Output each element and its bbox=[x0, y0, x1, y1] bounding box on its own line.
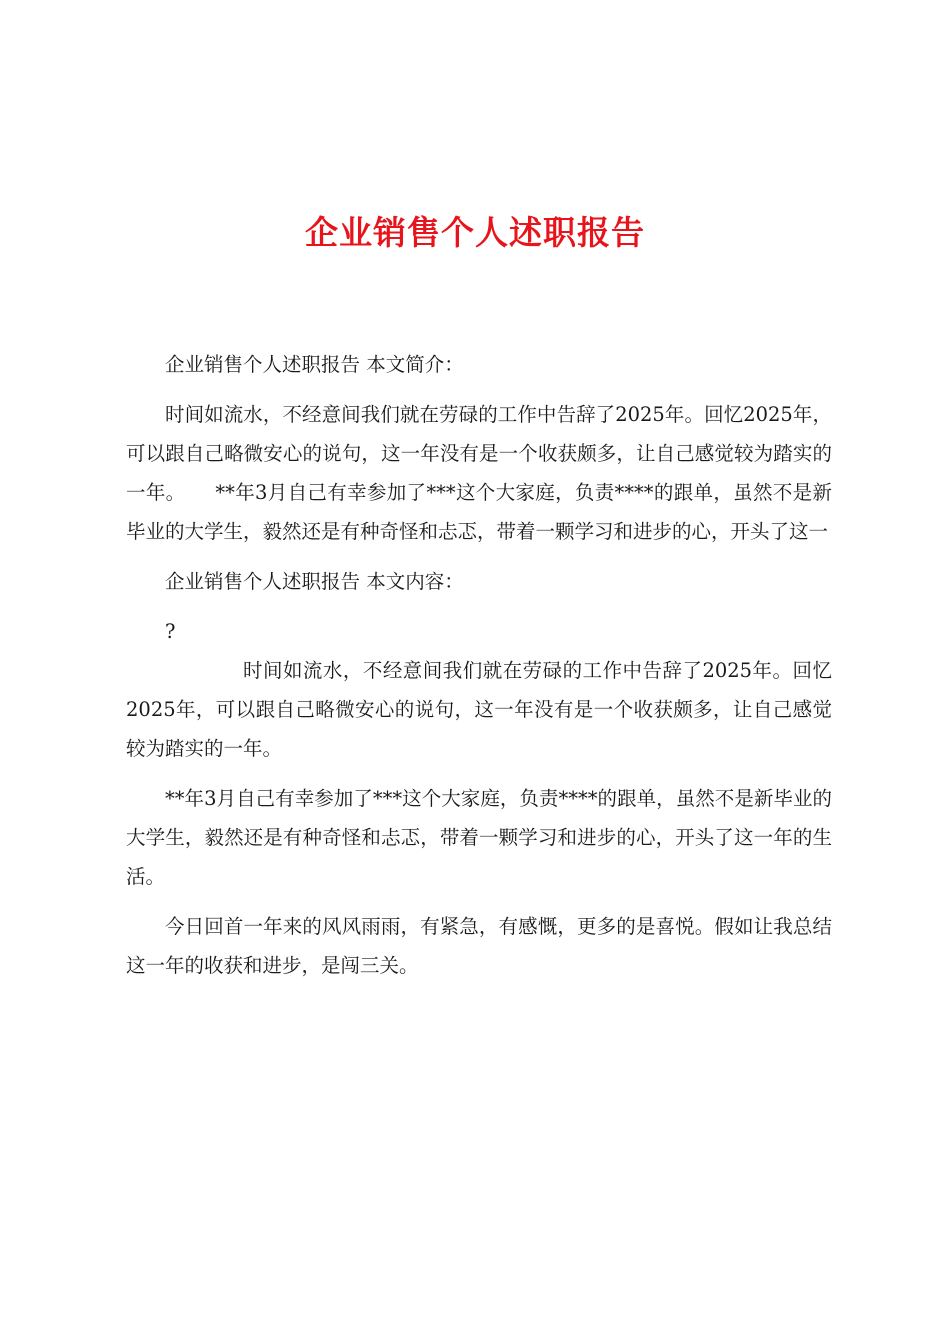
document-title: 企业销售个人述职报告 bbox=[305, 213, 645, 252]
content-paragraph-2: **年3月自己有幸参加了***这个大家庭，负责****的跟单，虽然不是新毕业的大学生，毅然还是有种奇怪和忐忑，带着一颗学习和进步的心，开头了这一年的生活。 bbox=[126, 787, 832, 888]
content-paragraph-1: 时间如流水，不经意间我们就在劳碌的工作中告辞了2025年。回忆2025年，可以跟自己略微安心的说句，这一年没有是一个收获颇多，让自己感觉较为踏实的一年。 bbox=[126, 659, 832, 760]
document-body bbox=[126, 345, 832, 996]
content-placeholder: ? bbox=[165, 620, 176, 643]
content-heading: 企业销售个人述职报告 本文内容： bbox=[165, 570, 464, 593]
content-paragraph-3: 今日回首一年来的风风雨雨，有紧急，有感慨，更多的是喜悦。假如让我总结这一年的收获和进步，是闯三关。 bbox=[126, 915, 832, 977]
intro-summary: 时间如流水，不经意间我们就在劳碌的工作中告辞了2025年。回忆2025年，可以跟自己略微安心的说句，这一年没有是一个收获颇多，让自己感觉较为踏实的一年。 **年3月自己有幸参加了***这个大家庭，负责****的跟单，虽然不是新毕业的大学生，毅然还是有种奇怪和忐忑，带着一颗学习和进步的心，开头了这一 bbox=[126, 403, 832, 543]
intro-heading: 企业销售个人述职报告 本文简介： bbox=[165, 353, 464, 376]
